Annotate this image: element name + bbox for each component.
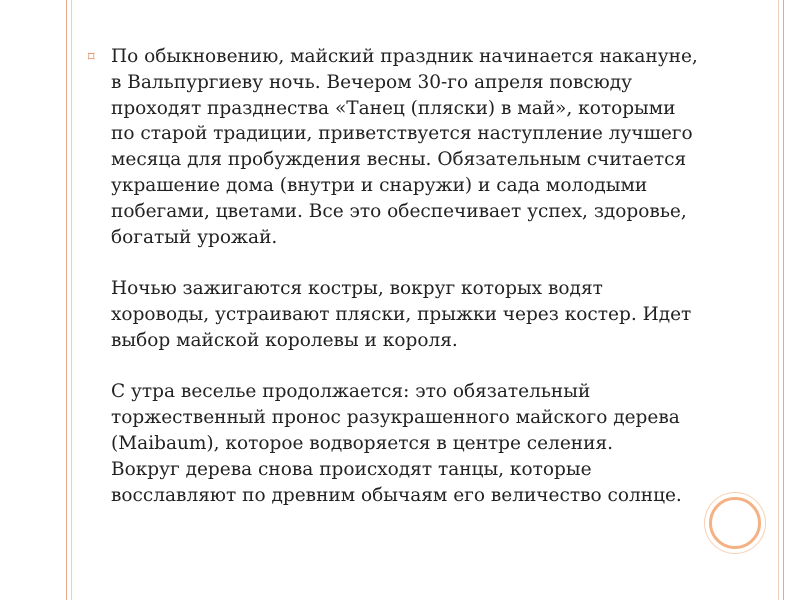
paragraph-gap: [111, 250, 784, 276]
slide-body: [84, 44, 784, 508]
paragraph-maibaum: С утра веселье продолжается: это обязательный торжественный пронос разукрашенного майского дерева (Maibaum), которое водворяется в центре селения. Вокруг дерева снова происходят танцы, которые восславляют по древним обычаям его величество солнце.: [111, 381, 682, 506]
paragraph-walpurgis: По обыкновению, майский праздник начинается накануне, в Вальпургиеву ночь. Вечером 30-го апреля повсюду проходят празднества «Танец (пляски) в май», которыми по старой традиции, приветствуется наступление лучшего месяца для пробуждения весны. Обязательным считается украшение дома (внутри и снаружи) и сада молодыми побегами, цветами. Все это обеспечивает успех, здоровье, богатый урожай.: [111, 46, 698, 248]
paragraph-bonfires: Ночью зажигаются костры, вокруг которых водят хороводы, устраивают пляски, прыжки через костер. Идет выбор майской королевы и короля.: [111, 278, 692, 351]
paragraph-gap: [111, 354, 784, 380]
bullet-item: [84, 44, 784, 508]
bullet-icon: ⌑: [88, 50, 95, 65]
